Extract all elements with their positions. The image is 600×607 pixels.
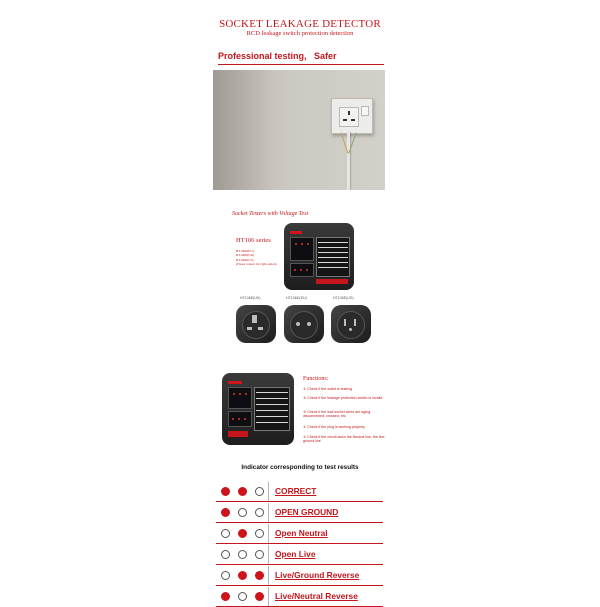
row-underline xyxy=(216,564,383,565)
indicator-lights xyxy=(216,587,268,607)
socket-tester-front-image xyxy=(222,373,294,445)
indicator-light-off-icon xyxy=(221,571,230,580)
indicator-result-label: OPEN GROUND xyxy=(275,507,339,517)
indicator-light-off-icon xyxy=(221,529,230,538)
indicator-row xyxy=(216,587,383,607)
tester-screen xyxy=(228,387,252,409)
brand-strip xyxy=(228,381,242,384)
plug-name: HT106E(US) xyxy=(333,296,354,300)
plug-face xyxy=(290,311,318,339)
indicator-lights xyxy=(216,566,268,586)
indicator-light-on-icon xyxy=(221,487,230,496)
series-name: HT106 series xyxy=(236,237,271,244)
row-divider xyxy=(268,545,269,565)
indicator-light-on-icon xyxy=(221,508,230,517)
tester-legend xyxy=(316,237,350,277)
series-note: (Please contact for right option) xyxy=(236,262,277,267)
cable xyxy=(347,132,350,190)
page-subtitle: RCD leakage switch protection detection xyxy=(246,30,354,37)
wall-outlet-icon xyxy=(331,98,373,134)
plug-name: HT106D(EU) xyxy=(286,296,307,300)
outlet-photo xyxy=(213,70,385,190)
plug-prong xyxy=(354,319,356,326)
indicator-result-label: Open Live xyxy=(275,549,316,559)
wall-shadow xyxy=(213,70,273,190)
series-models xyxy=(236,249,277,267)
indicator-table-title: Indicator corresponding to test results xyxy=(241,464,359,471)
indicator-light-on-icon xyxy=(238,571,247,580)
socket-tester-image xyxy=(284,223,354,290)
series-model: HT106D(US) xyxy=(236,257,254,262)
indicator-light-off-icon xyxy=(238,508,247,517)
outlet-pin-right xyxy=(351,119,355,121)
row-divider xyxy=(268,482,269,502)
product-section-title: Socket Testers with Voltage Test xyxy=(232,211,309,217)
tagline: Professional testing, Safer xyxy=(218,51,337,61)
led-panel xyxy=(228,411,252,427)
indicator-row xyxy=(216,566,383,586)
row-divider xyxy=(268,566,269,586)
row-underline xyxy=(216,522,383,523)
indicator-result-label: Open Neutral xyxy=(275,528,328,538)
plug-face xyxy=(337,311,365,339)
plug-prong xyxy=(349,328,352,331)
indicator-row xyxy=(216,503,383,523)
indicator-result-label: Live/Neutral Reverse xyxy=(275,591,358,601)
indicator-light-on-icon xyxy=(238,487,247,496)
plug-name: HT106E(UK) xyxy=(240,296,261,300)
plug-prong xyxy=(247,327,252,330)
tester-legend xyxy=(254,387,290,431)
indicator-lights xyxy=(216,545,268,565)
plug-prong xyxy=(258,327,263,330)
series-model: HT106D(UK) xyxy=(236,253,255,258)
functions-title: Functions: xyxy=(303,376,329,382)
indicator-light-on-icon xyxy=(255,571,264,580)
indicator-light-off-icon xyxy=(238,550,247,559)
row-underline xyxy=(216,543,383,544)
indicator-result-label: CORRECT xyxy=(275,486,317,496)
indicator-row xyxy=(216,482,383,502)
function-item: ④ Check if the plug is working properly xyxy=(303,425,365,429)
row-divider xyxy=(268,587,269,607)
plug-prong xyxy=(344,319,346,326)
plug-prong xyxy=(252,315,257,323)
indicator-result-label: Live/Ground Reverse xyxy=(275,570,360,580)
indicator-light-off-icon xyxy=(221,550,230,559)
outlet-socket xyxy=(339,107,359,127)
indicator-light-off-icon xyxy=(255,550,264,559)
indicator-light-off-icon xyxy=(255,508,264,517)
plug-eu-image xyxy=(284,305,324,343)
row-divider xyxy=(268,503,269,523)
rcd-test-button xyxy=(228,431,248,437)
function-item: ⑤ Check if the circuit lacks the Neutral line, fire line, ground line xyxy=(303,435,386,444)
series-model: HT106D(EU) xyxy=(236,249,254,253)
plug-prong xyxy=(296,322,300,326)
tester-screen xyxy=(290,237,314,261)
indicator-row xyxy=(216,524,383,544)
indicator-lights xyxy=(216,482,268,502)
outlet-pin-top xyxy=(348,111,350,115)
rcd-test-button xyxy=(316,279,348,284)
function-item: ① Check if the outlet is leaking xyxy=(303,387,352,391)
row-underline xyxy=(216,585,383,586)
indicator-row xyxy=(216,545,383,565)
row-underline xyxy=(216,501,383,502)
outlet-pin-left xyxy=(343,119,347,121)
function-item: ② Check if the leakage protection switch is invalid xyxy=(303,396,383,400)
indicator-lights xyxy=(216,524,268,544)
indicator-light-off-icon xyxy=(255,487,264,496)
tagline-underline xyxy=(218,64,384,65)
plug-us-image xyxy=(331,305,371,343)
function-item: ③ Check if the wall socket wires are aging, disconnected, crossed, etc. xyxy=(303,410,372,419)
plug-prong xyxy=(307,322,311,326)
row-divider xyxy=(268,524,269,544)
indicator-light-on-icon xyxy=(238,529,247,538)
indicator-light-off-icon xyxy=(255,529,264,538)
led-panel xyxy=(290,263,314,277)
outlet-switch xyxy=(361,106,369,116)
plug-uk-image xyxy=(236,305,276,343)
page-title: SOCKET LEAKAGE DETECTOR xyxy=(219,18,381,30)
brand-strip xyxy=(290,231,302,234)
indicator-lights xyxy=(216,503,268,523)
